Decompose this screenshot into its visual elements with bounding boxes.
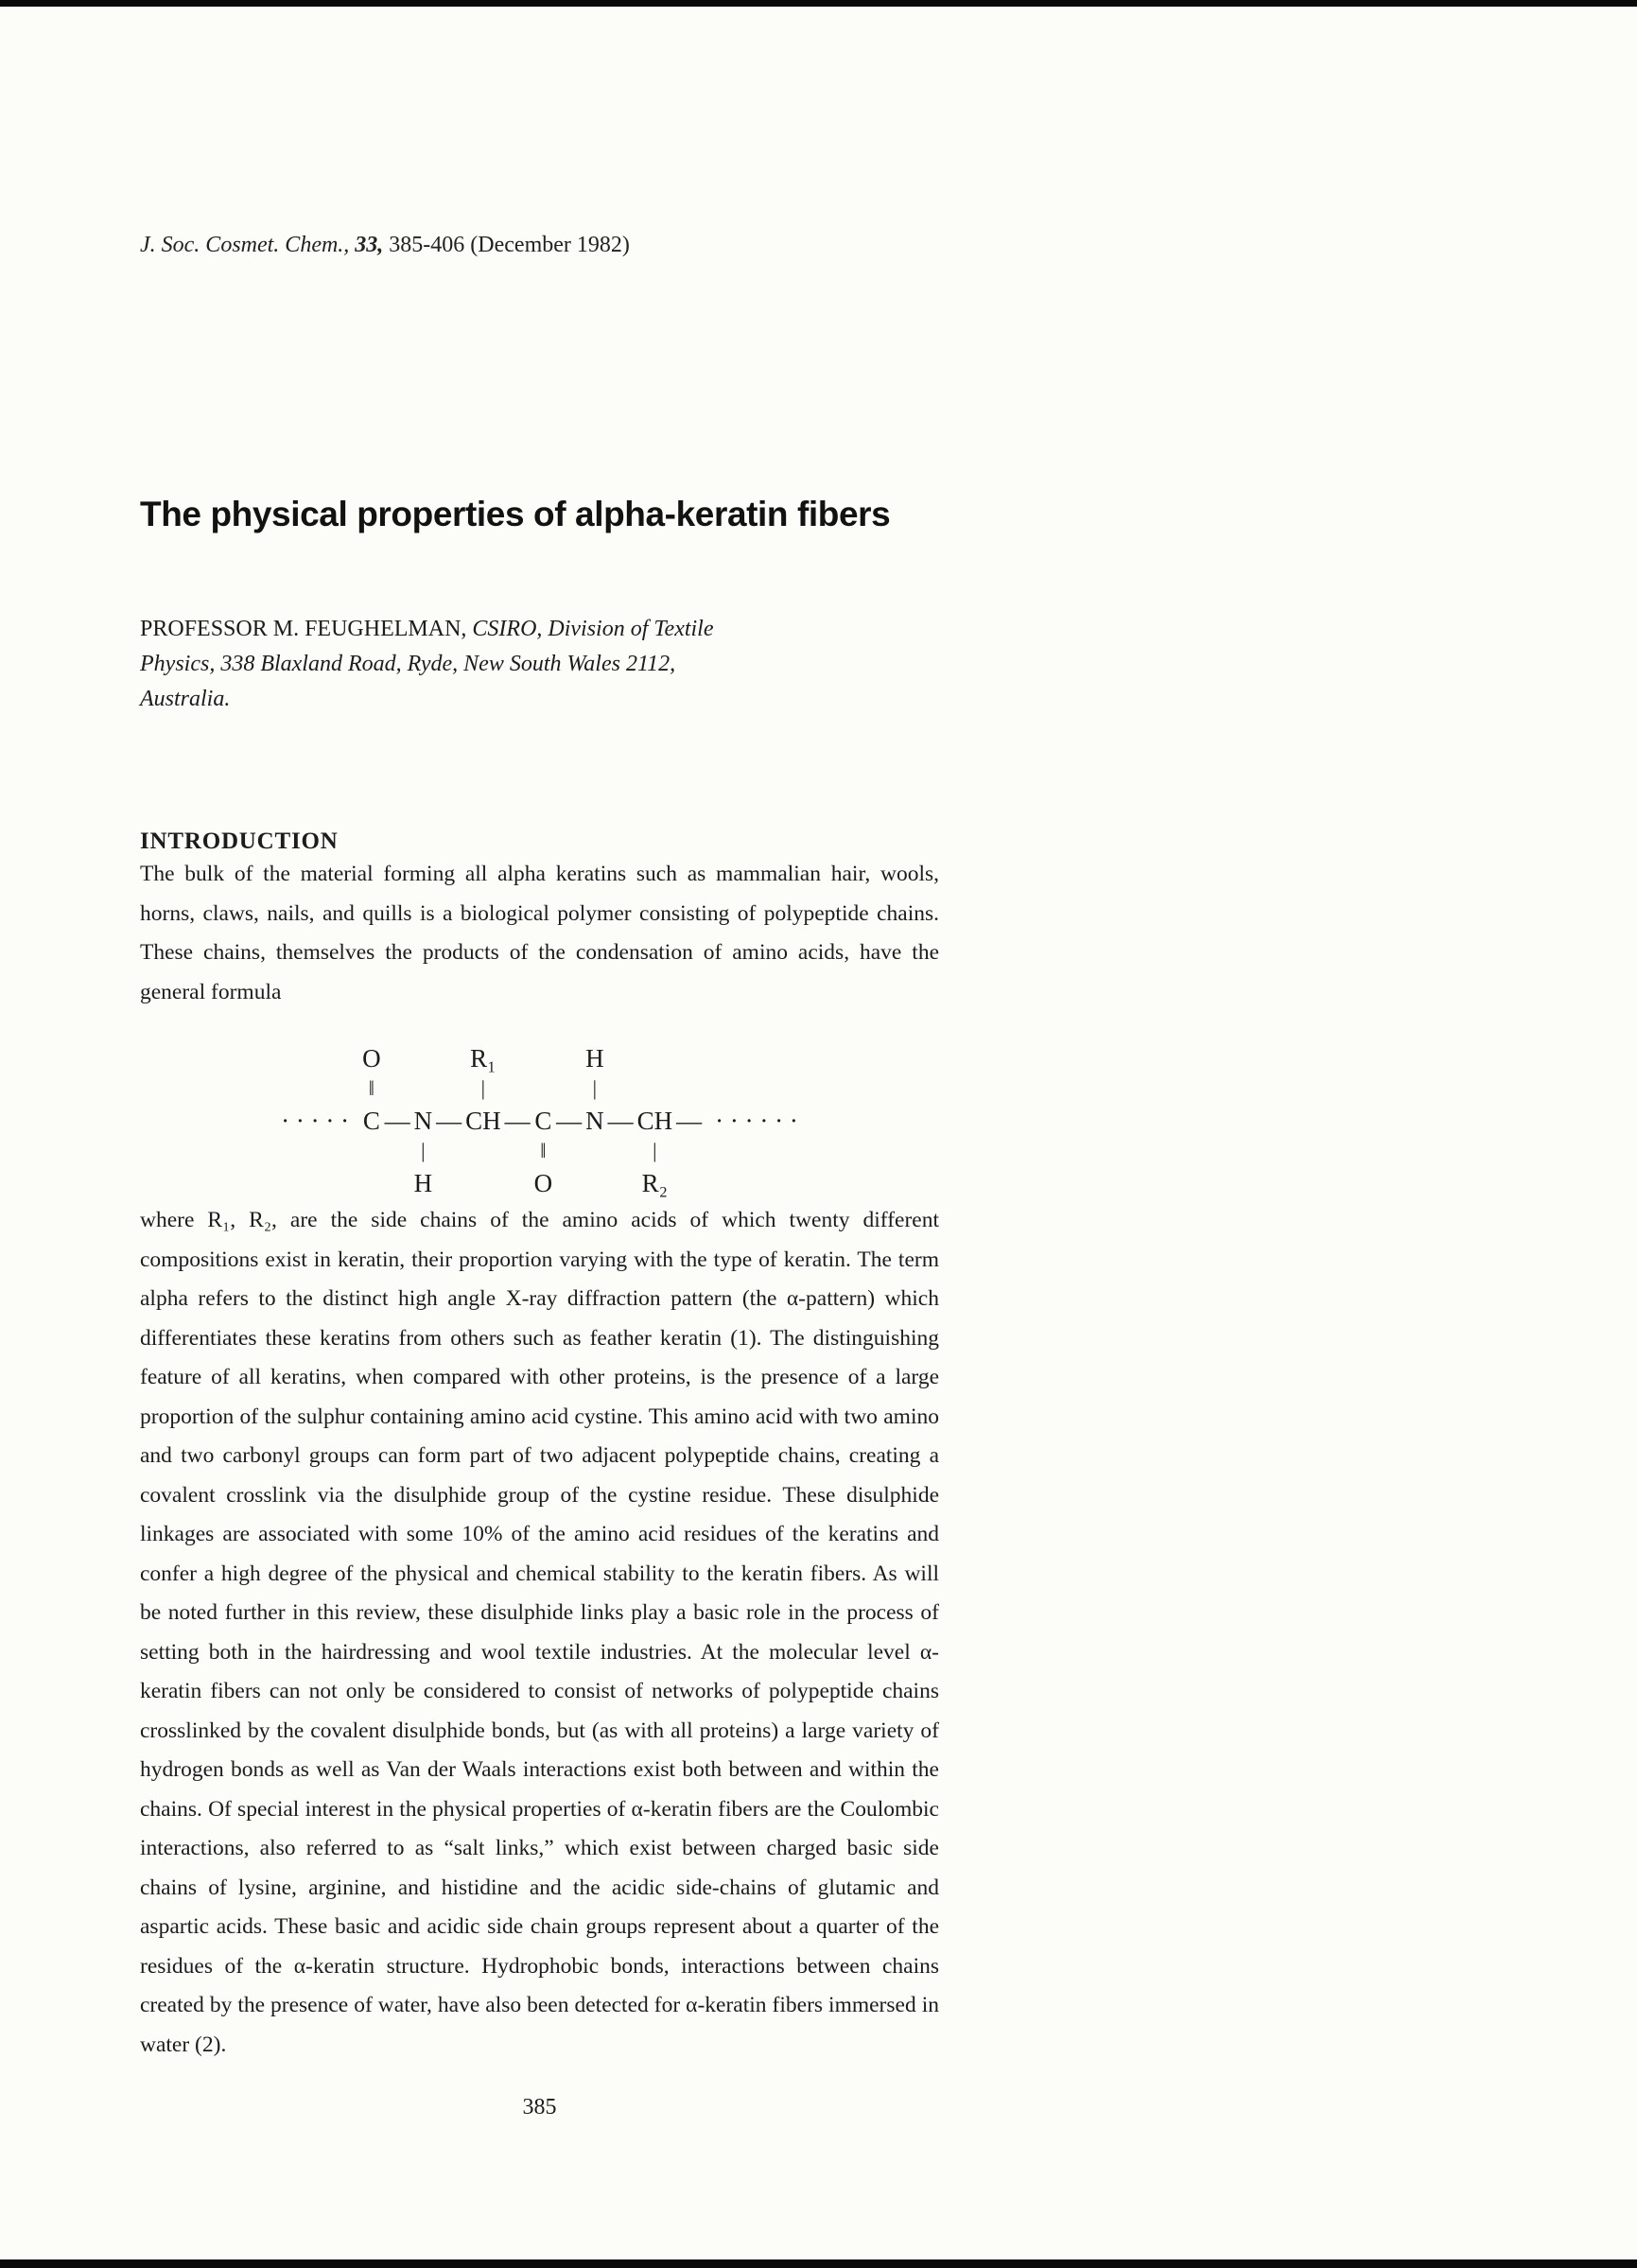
journal-citation (140, 233, 939, 258)
scan-edge-bottom (0, 2259, 1637, 2268)
formula-single-bond: — (556, 1107, 583, 1135)
formula-bottom-label (482, 1165, 483, 1201)
formula-col-n1 (412, 1040, 435, 1201)
formula-single-bond: — (436, 1107, 462, 1135)
formula-bottom-label: O (533, 1169, 553, 1197)
formula-bottom-label (756, 1165, 757, 1201)
formula-col-ch1 (463, 1040, 503, 1201)
formula-col-bond (434, 1040, 463, 1201)
formula-atom: C (534, 1107, 552, 1135)
formula-top-bond (620, 1076, 621, 1103)
formula-atom: N (413, 1107, 433, 1135)
formula-top-label (756, 1040, 757, 1076)
formula-col-trailing-dots (713, 1040, 800, 1201)
formula-bottom-label (371, 1165, 372, 1201)
formula-bottom-bond (371, 1139, 372, 1165)
formula-bottom-label (620, 1165, 621, 1201)
formula-bottom-bond (315, 1139, 316, 1165)
formula-col-bond (554, 1040, 583, 1201)
formula-top-bond (517, 1076, 518, 1103)
formula-top-bond (397, 1076, 398, 1103)
formula-single-bond: — (504, 1107, 531, 1135)
formula-top-bond (654, 1076, 655, 1103)
formula-single-bond: — (384, 1107, 410, 1135)
formula-top-bond (688, 1076, 689, 1103)
formula-col-c2 (532, 1040, 555, 1201)
formula-col-bond (606, 1040, 636, 1201)
journal-volume: 33, (355, 233, 384, 257)
formula-single-bond: — (607, 1107, 634, 1135)
formula-col-n2 (583, 1040, 606, 1201)
formula-col-bond (383, 1040, 412, 1201)
formula-bottom-label (517, 1165, 518, 1201)
formula-top-label: O (362, 1044, 381, 1073)
formula-bottom-bond (482, 1139, 483, 1165)
formula-top-label (620, 1040, 621, 1076)
formula-bottom-label (594, 1165, 595, 1201)
formula-top-bond: | (592, 1076, 598, 1100)
chemical-formula (140, 1040, 939, 1201)
formula-bottom-label (315, 1165, 316, 1201)
formula-bottom-bond (756, 1139, 757, 1165)
formula-bottom-bond (517, 1139, 518, 1165)
author-block (140, 612, 719, 717)
formula-atom: N (585, 1107, 604, 1135)
formula-bottom-bond: ‖ (540, 1139, 547, 1162)
formula-top-bond: | (480, 1076, 486, 1100)
formula-bottom-bond (568, 1139, 569, 1165)
formula-bottom-bond (448, 1139, 449, 1165)
formula-top-label (423, 1040, 424, 1076)
formula-top-bond (448, 1076, 449, 1103)
formula-top-label (688, 1040, 689, 1076)
journal-name: J. Soc. Cosmet. Chem., (140, 233, 350, 257)
formula-bottom-bond: | (653, 1139, 657, 1162)
formula-bottom-bond (594, 1139, 595, 1165)
intro-paragraph-2: where R₁, R₂, are the side chains of the amino acids of which twenty different compositions exist in keratin, their proportion varying with the type of keratin. The term alpha refers to the distinct high angle X-ray diffraction pattern (the α-pattern) which differentiates these keratins from others such as feather keratin (1). The distinguishing feature of all keratins, when compared with other proteins, is the presence of a large proportion of the sulphur containing amino acid cystine. This amino acid with two amino and two carbonyl groups can form part of two adjacent polypeptide chains, creating a covalent crosslink via the disulphide group of the cystine residue. These disulphide linkages are associated with some 10% of the amino acid residues of the keratins and confer a high degree of the physical and chemical stability to the keratin fibers. As will be noted further in this review, these disulphide links play a basic role in the process of setting both in the hairdressing and wool textile industries. At the molecular level α-keratin fibers can not only be considered to consist of networks of polypeptide chains crosslinked by the covalent disulphide bonds, but (as with all proteins) a large variety of hydrogen bonds as well as Van der Waals interactions exist both between and within the chains. Of special interest in the physical properties of α-keratin fibers are the Coulombic interactions, also referred to as “salt links,” which exist between charged basic side chains of lysine, arginine, and histidine and the acidic side-chains of glutamic and aspartic acids. These basic and acidic side chain groups represent about a quarter of the residues of the α-keratin structure. Hydrophobic bonds, interactions between chains created by the presence of water, have also been detected for α-keratin fibers immersed in water (2). (140, 1208, 939, 2057)
formula-atom: CH (465, 1107, 501, 1135)
formula-bottom-bond: | (421, 1139, 426, 1162)
formula-col-bond (503, 1040, 532, 1201)
formula-bottom-label (448, 1165, 449, 1201)
formula-bottom-label (688, 1165, 689, 1201)
formula-top-bond (568, 1076, 569, 1103)
formula-bottom-label: R₂ (641, 1169, 669, 1197)
journal-pages-date: 385-406 (December 1982) (389, 233, 630, 257)
formula-top-bond (423, 1076, 424, 1103)
formula-bottom-label (397, 1165, 398, 1201)
paper-title: The physical properties of alpha-keratin fibers (140, 495, 891, 533)
formula-atom: CH (636, 1107, 673, 1135)
formula-top-label: H (585, 1044, 604, 1073)
formula-bottom-label: H (413, 1169, 433, 1197)
formula-top-bond (543, 1076, 544, 1103)
formula-chain-dots: · · · · · (281, 1107, 350, 1135)
formula-top-bond (315, 1076, 316, 1103)
formula-col-ch2 (636, 1040, 675, 1201)
author-name: PROFESSOR M. FEUGHELMAN, (140, 617, 467, 641)
section-heading-introduction: INTRODUCTION (140, 829, 339, 854)
page-number: 385 (522, 2095, 557, 2120)
formula-bottom-bond (620, 1139, 621, 1165)
formula-top-label (315, 1040, 316, 1076)
formula-atom: C (362, 1107, 380, 1135)
formula-top-label (568, 1040, 569, 1076)
formula-col-leading-dots (279, 1040, 351, 1201)
formula-top-label (654, 1040, 655, 1076)
formula-bottom-label (568, 1165, 569, 1201)
formula-col-c1 (360, 1040, 383, 1201)
formula-top-label: R₁ (470, 1044, 496, 1073)
text-column (140, 0, 939, 2120)
intro-paragraph-1: The bulk of the material forming all alpha keratins such as mammalian hair, wools, horns, claws, nails, and quills is a biological polymer consisting of polypeptide chains. These chains, themselves the products of the condensation of amino acids, have the general formula (140, 862, 939, 1004)
formula-top-bond: ‖ (368, 1076, 374, 1100)
formula-top-label (543, 1040, 544, 1076)
formula-chain-dots: · · · · · · (715, 1107, 798, 1135)
formula-top-label (448, 1040, 449, 1076)
formula-top-label (517, 1040, 518, 1076)
formula-single-bond: — (676, 1107, 703, 1135)
formula-top-bond (756, 1076, 757, 1103)
author-affiliation: CSIRO, Division of Textile Physics, 338 Blaxland Road, Ryde, New South Wales 2112, Australia. (140, 617, 714, 711)
formula-col-bond (674, 1040, 704, 1201)
formula-bottom-bond (688, 1139, 689, 1165)
formula-top-label (397, 1040, 398, 1076)
formula-bottom-bond (397, 1139, 398, 1165)
